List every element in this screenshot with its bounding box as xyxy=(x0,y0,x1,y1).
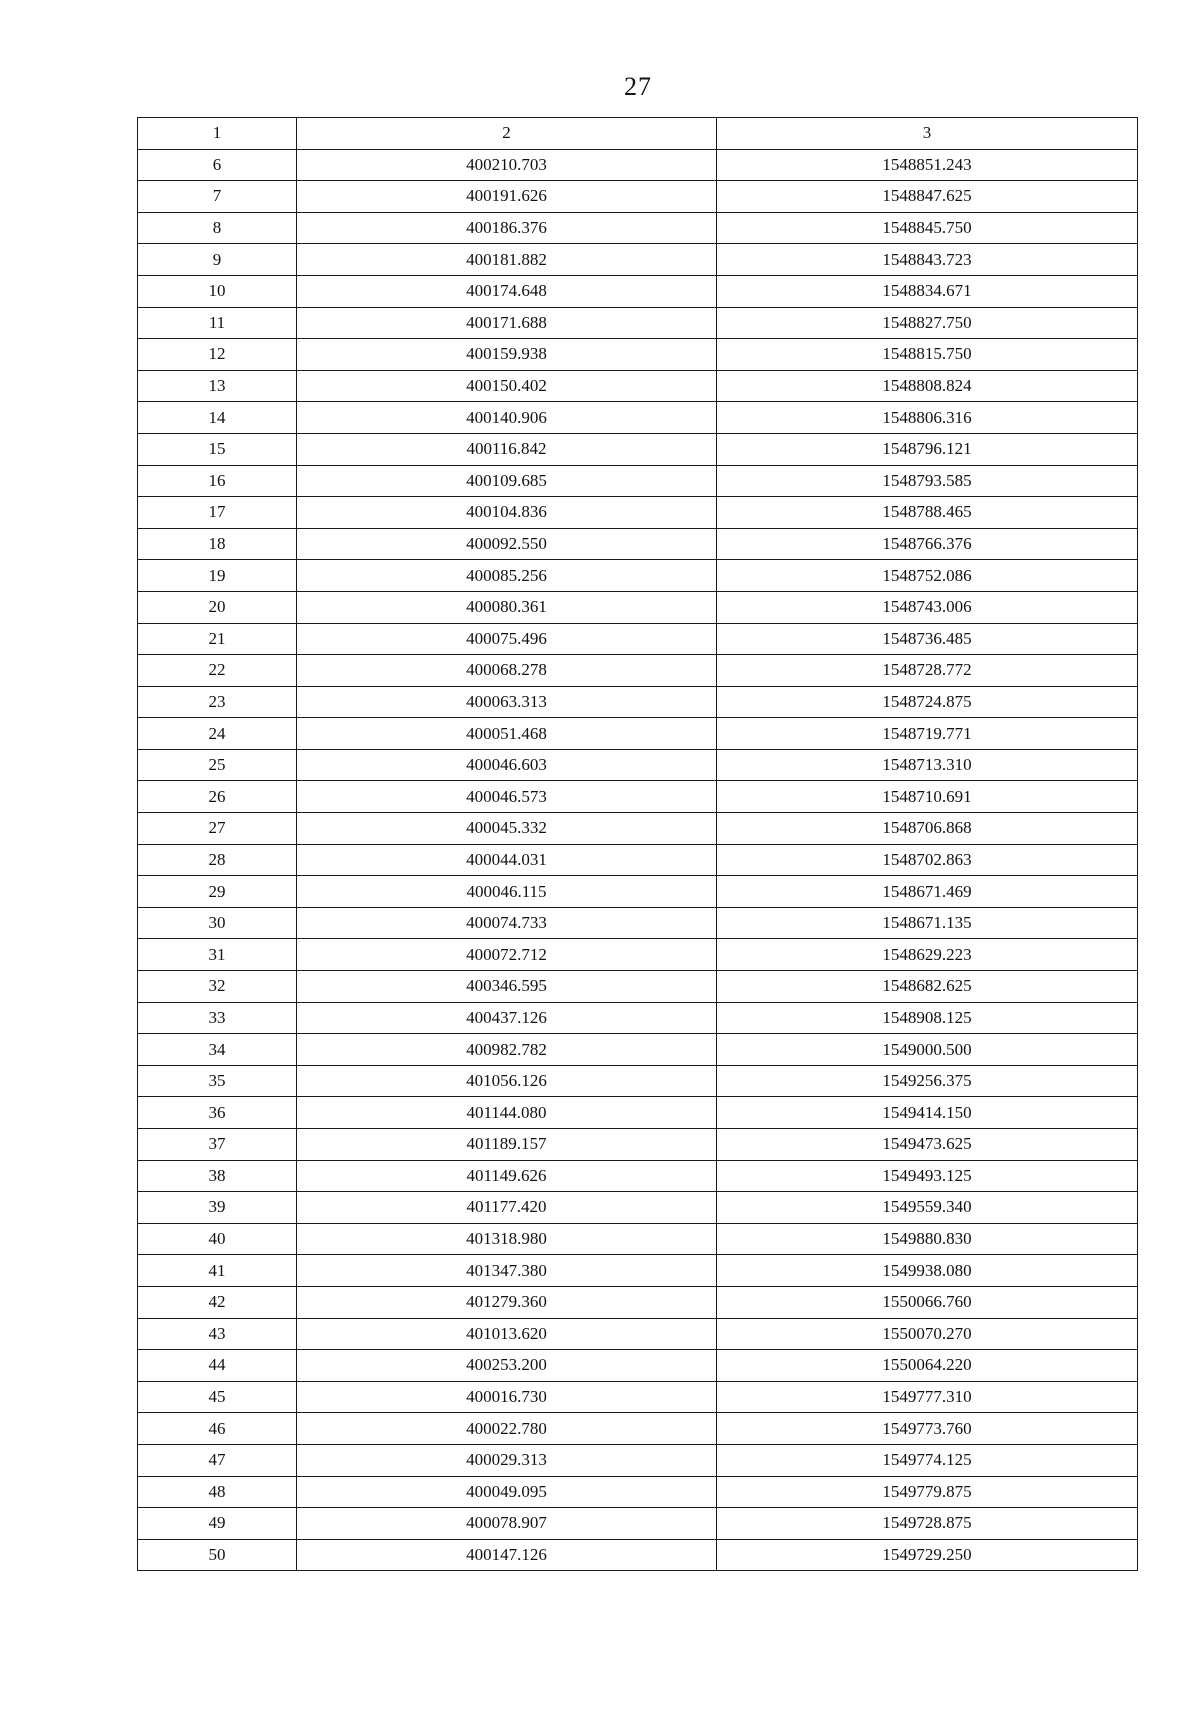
cell-x-coordinate: 400075.496 xyxy=(297,623,717,655)
table-row xyxy=(138,1002,1138,1034)
cell-point-number: 27 xyxy=(138,813,297,845)
table-row xyxy=(138,1223,1138,1255)
cell-point-number: 14 xyxy=(138,402,297,434)
cell-x-coordinate: 400046.573 xyxy=(297,781,717,813)
cell-x-coordinate: 400186.376 xyxy=(297,212,717,244)
table-row xyxy=(138,876,1138,908)
table-row xyxy=(138,1508,1138,1540)
cell-point-number: 6 xyxy=(138,149,297,181)
cell-x-coordinate: 401279.360 xyxy=(297,1286,717,1318)
table-row xyxy=(138,1034,1138,1066)
cell-point-number: 35 xyxy=(138,1065,297,1097)
cell-point-number: 13 xyxy=(138,370,297,402)
cell-y-coordinate: 1548752.086 xyxy=(717,560,1138,592)
cell-x-coordinate: 400982.782 xyxy=(297,1034,717,1066)
cell-x-coordinate: 400346.595 xyxy=(297,971,717,1003)
cell-y-coordinate: 1548766.376 xyxy=(717,528,1138,560)
cell-point-number: 43 xyxy=(138,1318,297,1350)
cell-x-coordinate: 401149.626 xyxy=(297,1160,717,1192)
table-row xyxy=(138,307,1138,339)
cell-point-number: 9 xyxy=(138,244,297,276)
table-header xyxy=(138,118,1138,150)
column-header-x: 2 xyxy=(297,118,717,150)
cell-y-coordinate: 1550064.220 xyxy=(717,1350,1138,1382)
cell-y-coordinate: 1548788.465 xyxy=(717,497,1138,529)
cell-y-coordinate: 1548682.625 xyxy=(717,971,1138,1003)
cell-x-coordinate: 400116.842 xyxy=(297,433,717,465)
cell-x-coordinate: 400078.907 xyxy=(297,1508,717,1540)
cell-y-coordinate: 1548851.243 xyxy=(717,149,1138,181)
table-row xyxy=(138,149,1138,181)
cell-point-number: 42 xyxy=(138,1286,297,1318)
cell-x-coordinate: 400045.332 xyxy=(297,813,717,845)
cell-x-coordinate: 400074.733 xyxy=(297,907,717,939)
cell-x-coordinate: 400085.256 xyxy=(297,560,717,592)
cell-y-coordinate: 1548843.723 xyxy=(717,244,1138,276)
cell-x-coordinate: 401144.080 xyxy=(297,1097,717,1129)
cell-x-coordinate: 400159.938 xyxy=(297,339,717,371)
table-row xyxy=(138,339,1138,371)
cell-point-number: 31 xyxy=(138,939,297,971)
cell-x-coordinate: 400022.780 xyxy=(297,1413,717,1445)
cell-y-coordinate: 1548743.006 xyxy=(717,591,1138,623)
table-row xyxy=(138,718,1138,750)
cell-x-coordinate: 400016.730 xyxy=(297,1381,717,1413)
cell-x-coordinate: 400174.648 xyxy=(297,275,717,307)
cell-x-coordinate: 400147.126 xyxy=(297,1539,717,1571)
cell-x-coordinate: 400253.200 xyxy=(297,1350,717,1382)
cell-y-coordinate: 1549729.250 xyxy=(717,1539,1138,1571)
cell-x-coordinate: 400068.278 xyxy=(297,655,717,687)
cell-point-number: 50 xyxy=(138,1539,297,1571)
table-row xyxy=(138,465,1138,497)
cell-y-coordinate: 1548671.135 xyxy=(717,907,1138,939)
cell-x-coordinate: 400140.906 xyxy=(297,402,717,434)
cell-x-coordinate: 400063.313 xyxy=(297,686,717,718)
cell-x-coordinate: 400049.095 xyxy=(297,1476,717,1508)
cell-y-coordinate: 1549777.310 xyxy=(717,1381,1138,1413)
table-body xyxy=(138,149,1138,1571)
table-row xyxy=(138,1255,1138,1287)
table-row xyxy=(138,370,1138,402)
cell-point-number: 10 xyxy=(138,275,297,307)
table-row xyxy=(138,781,1138,813)
cell-x-coordinate: 400029.313 xyxy=(297,1444,717,1476)
table-row xyxy=(138,528,1138,560)
cell-point-number: 36 xyxy=(138,1097,297,1129)
table-row xyxy=(138,844,1138,876)
cell-y-coordinate: 1548793.585 xyxy=(717,465,1138,497)
table-row xyxy=(138,181,1138,213)
cell-point-number: 17 xyxy=(138,497,297,529)
cell-y-coordinate: 1548713.310 xyxy=(717,749,1138,781)
table-row xyxy=(138,402,1138,434)
cell-point-number: 46 xyxy=(138,1413,297,1445)
cell-point-number: 45 xyxy=(138,1381,297,1413)
cell-point-number: 23 xyxy=(138,686,297,718)
cell-y-coordinate: 1548719.771 xyxy=(717,718,1138,750)
cell-point-number: 38 xyxy=(138,1160,297,1192)
cell-point-number: 20 xyxy=(138,591,297,623)
cell-point-number: 48 xyxy=(138,1476,297,1508)
cell-y-coordinate: 1549728.875 xyxy=(717,1508,1138,1540)
table-row xyxy=(138,275,1138,307)
cell-y-coordinate: 1549880.830 xyxy=(717,1223,1138,1255)
table-row xyxy=(138,1476,1138,1508)
cell-point-number: 19 xyxy=(138,560,297,592)
cell-y-coordinate: 1549000.500 xyxy=(717,1034,1138,1066)
cell-point-number: 11 xyxy=(138,307,297,339)
table-row xyxy=(138,591,1138,623)
cell-x-coordinate: 400051.468 xyxy=(297,718,717,750)
cell-y-coordinate: 1549938.080 xyxy=(717,1255,1138,1287)
table-row xyxy=(138,1444,1138,1476)
page-number: 27 xyxy=(624,72,652,101)
cell-y-coordinate: 1548847.625 xyxy=(717,181,1138,213)
cell-y-coordinate: 1549773.760 xyxy=(717,1413,1138,1445)
cell-x-coordinate: 400104.836 xyxy=(297,497,717,529)
cell-point-number: 37 xyxy=(138,1129,297,1161)
cell-y-coordinate: 1550070.270 xyxy=(717,1318,1138,1350)
cell-x-coordinate: 401347.380 xyxy=(297,1255,717,1287)
cell-point-number: 15 xyxy=(138,433,297,465)
cell-point-number: 18 xyxy=(138,528,297,560)
table-row xyxy=(138,686,1138,718)
table-row xyxy=(138,497,1138,529)
cell-y-coordinate: 1548796.121 xyxy=(717,433,1138,465)
cell-point-number: 40 xyxy=(138,1223,297,1255)
cell-x-coordinate: 401318.980 xyxy=(297,1223,717,1255)
cell-x-coordinate: 401013.620 xyxy=(297,1318,717,1350)
cell-point-number: 25 xyxy=(138,749,297,781)
cell-y-coordinate: 1548806.316 xyxy=(717,402,1138,434)
cell-x-coordinate: 401056.126 xyxy=(297,1065,717,1097)
cell-point-number: 12 xyxy=(138,339,297,371)
cell-y-coordinate: 1549414.150 xyxy=(717,1097,1138,1129)
cell-point-number: 47 xyxy=(138,1444,297,1476)
table-row xyxy=(138,1413,1138,1445)
cell-x-coordinate: 400080.361 xyxy=(297,591,717,623)
table-row xyxy=(138,560,1138,592)
cell-point-number: 44 xyxy=(138,1350,297,1382)
table-row xyxy=(138,1097,1138,1129)
cell-x-coordinate: 400044.031 xyxy=(297,844,717,876)
cell-x-coordinate: 400046.603 xyxy=(297,749,717,781)
cell-point-number: 33 xyxy=(138,1002,297,1034)
cell-point-number: 24 xyxy=(138,718,297,750)
table-row xyxy=(138,212,1138,244)
cell-point-number: 26 xyxy=(138,781,297,813)
cell-y-coordinate: 1548736.485 xyxy=(717,623,1138,655)
cell-x-coordinate: 400437.126 xyxy=(297,1002,717,1034)
cell-x-coordinate: 401177.420 xyxy=(297,1192,717,1224)
cell-x-coordinate: 400181.882 xyxy=(297,244,717,276)
cell-y-coordinate: 1548671.469 xyxy=(717,876,1138,908)
table-row xyxy=(138,1350,1138,1382)
cell-y-coordinate: 1549779.875 xyxy=(717,1476,1138,1508)
cell-y-coordinate: 1548808.824 xyxy=(717,370,1138,402)
cell-y-coordinate: 1548827.750 xyxy=(717,307,1138,339)
cell-x-coordinate: 400150.402 xyxy=(297,370,717,402)
cell-point-number: 32 xyxy=(138,971,297,1003)
cell-y-coordinate: 1549774.125 xyxy=(717,1444,1138,1476)
cell-point-number: 29 xyxy=(138,876,297,908)
cell-y-coordinate: 1549473.625 xyxy=(717,1129,1138,1161)
table-row xyxy=(138,1129,1138,1161)
table-row xyxy=(138,971,1138,1003)
cell-point-number: 8 xyxy=(138,212,297,244)
column-header-number: 1 xyxy=(138,118,297,150)
cell-point-number: 22 xyxy=(138,655,297,687)
table-row xyxy=(138,433,1138,465)
cell-point-number: 49 xyxy=(138,1508,297,1540)
cell-y-coordinate: 1548728.772 xyxy=(717,655,1138,687)
cell-x-coordinate: 400046.115 xyxy=(297,876,717,908)
cell-y-coordinate: 1548834.671 xyxy=(717,275,1138,307)
cell-x-coordinate: 400072.712 xyxy=(297,939,717,971)
cell-y-coordinate: 1548908.125 xyxy=(717,1002,1138,1034)
table-row xyxy=(138,749,1138,781)
cell-y-coordinate: 1548710.691 xyxy=(717,781,1138,813)
cell-point-number: 7 xyxy=(138,181,297,213)
table-row xyxy=(138,1381,1138,1413)
table-row xyxy=(138,907,1138,939)
cell-point-number: 39 xyxy=(138,1192,297,1224)
table-row xyxy=(138,813,1138,845)
table-row xyxy=(138,939,1138,971)
cell-x-coordinate: 401189.157 xyxy=(297,1129,717,1161)
table-row xyxy=(138,1160,1138,1192)
cell-point-number: 21 xyxy=(138,623,297,655)
cell-point-number: 16 xyxy=(138,465,297,497)
table-row xyxy=(138,623,1138,655)
cell-x-coordinate: 400191.626 xyxy=(297,181,717,213)
cell-y-coordinate: 1548702.863 xyxy=(717,844,1138,876)
table-row xyxy=(138,1539,1138,1571)
cell-y-coordinate: 1548706.868 xyxy=(717,813,1138,845)
cell-y-coordinate: 1548815.750 xyxy=(717,339,1138,371)
header-row xyxy=(138,118,1138,150)
cell-point-number: 28 xyxy=(138,844,297,876)
table-row xyxy=(138,655,1138,687)
column-header-y: 3 xyxy=(717,118,1138,150)
cell-x-coordinate: 400210.703 xyxy=(297,149,717,181)
cell-x-coordinate: 400109.685 xyxy=(297,465,717,497)
cell-y-coordinate: 1548845.750 xyxy=(717,212,1138,244)
table-row xyxy=(138,1286,1138,1318)
cell-x-coordinate: 400092.550 xyxy=(297,528,717,560)
table-row xyxy=(138,244,1138,276)
cell-x-coordinate: 400171.688 xyxy=(297,307,717,339)
cell-point-number: 30 xyxy=(138,907,297,939)
table-row xyxy=(138,1318,1138,1350)
cell-y-coordinate: 1549256.375 xyxy=(717,1065,1138,1097)
table-row xyxy=(138,1065,1138,1097)
cell-point-number: 41 xyxy=(138,1255,297,1287)
table-row xyxy=(138,1192,1138,1224)
cell-y-coordinate: 1550066.760 xyxy=(717,1286,1138,1318)
cell-point-number: 34 xyxy=(138,1034,297,1066)
cell-y-coordinate: 1548724.875 xyxy=(717,686,1138,718)
coordinates-table xyxy=(137,117,1138,1571)
cell-y-coordinate: 1549493.125 xyxy=(717,1160,1138,1192)
cell-y-coordinate: 1549559.340 xyxy=(717,1192,1138,1224)
cell-y-coordinate: 1548629.223 xyxy=(717,939,1138,971)
